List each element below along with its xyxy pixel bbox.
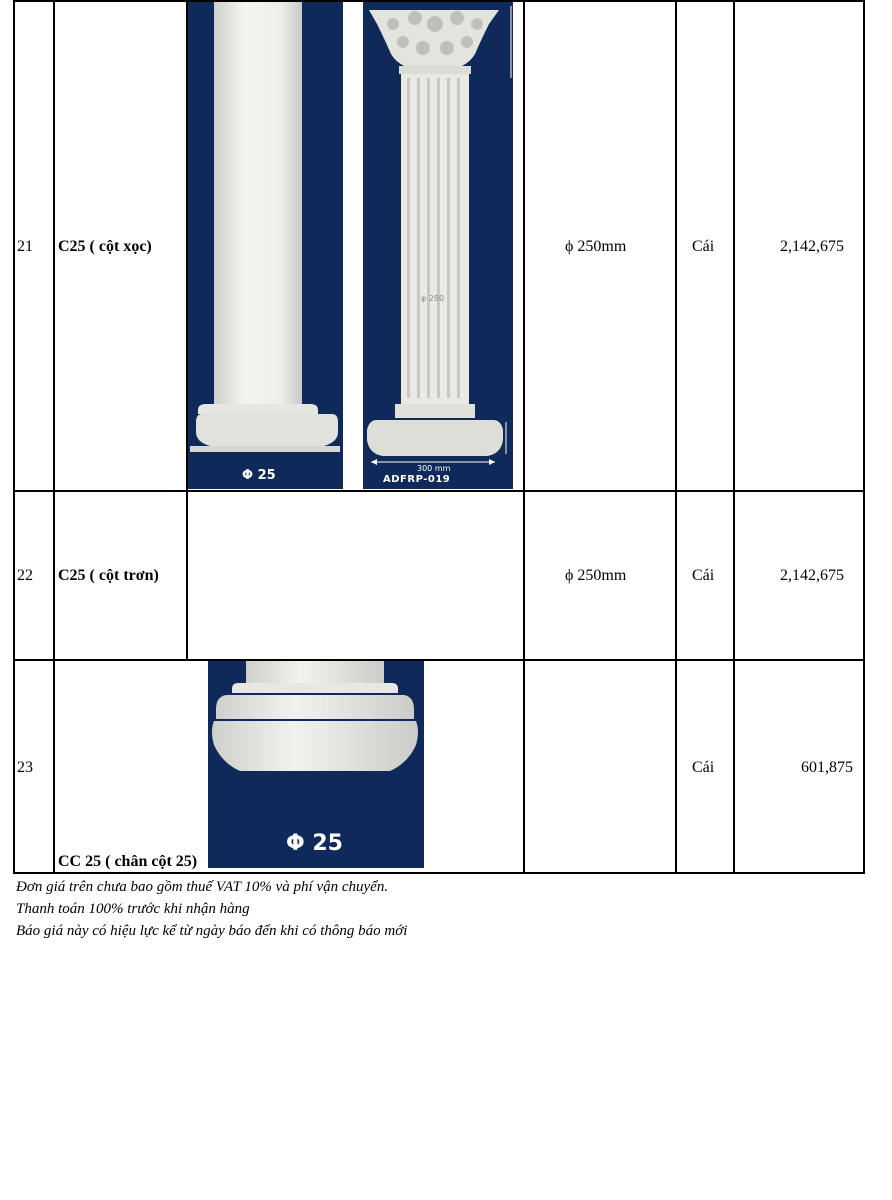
col-divider-no (53, 0, 55, 874)
row-22-price: 2,142,675 (780, 567, 844, 584)
row-divider-22-23 (13, 659, 865, 661)
table-border-bottom (13, 872, 865, 874)
fluted-column-size-caption: 300 mm (417, 464, 451, 473)
plain-column-illustration (188, 2, 343, 489)
plain-column-photo (188, 2, 343, 489)
row-21-name: C25 ( cột xọc) (58, 238, 152, 255)
notes-block (16, 876, 407, 942)
row-divider-21-22 (13, 490, 865, 492)
fluted-column-diameter-label: φ 280 (421, 294, 445, 303)
col-divider-image (523, 0, 525, 874)
note-validity: Báo giá này có hiệu lực kể từ ngày báo đến khi có thông báo mới (16, 923, 408, 939)
col-divider-unit (733, 0, 735, 874)
col-divider-name-row22 (186, 490, 188, 660)
row-23-unit: Cái (692, 759, 715, 776)
row-21-unit: Cái (692, 238, 715, 255)
row-21-price: 2,142,675 (780, 238, 844, 255)
row-22-number: 22 (17, 567, 33, 584)
row-21-spec: ϕ 250mm (565, 238, 627, 255)
row-22-name: C25 ( cột trơn) (58, 567, 159, 584)
plain-column-caption: Φ 25 (242, 468, 276, 483)
row-23-name: CC 25 ( chân cột 25) (58, 853, 198, 870)
row-22-unit: Cái (692, 567, 715, 584)
column-base-caption: Φ 25 (286, 831, 343, 856)
fluted-column-photo (363, 2, 513, 489)
column-base-photo (208, 661, 424, 868)
note-payment: Thanh toán 100% trước khi nhận hàng (16, 901, 250, 917)
row-23-number: 23 (17, 759, 33, 776)
note-vat: Đơn giá trên chưa bao gồm thuế VAT 10% và phí vận chuyển. (16, 879, 389, 895)
row-23-price: 601,875 (801, 759, 853, 776)
table-border-right (863, 0, 865, 874)
fluted-column-illustration (363, 2, 513, 489)
row-22-spec: ϕ 250mm (565, 567, 627, 584)
table-border-left (13, 0, 15, 874)
fluted-column-code-caption: ADFRP-019 (383, 474, 451, 485)
row-21-number: 21 (17, 238, 33, 255)
col-divider-spec (675, 0, 677, 874)
